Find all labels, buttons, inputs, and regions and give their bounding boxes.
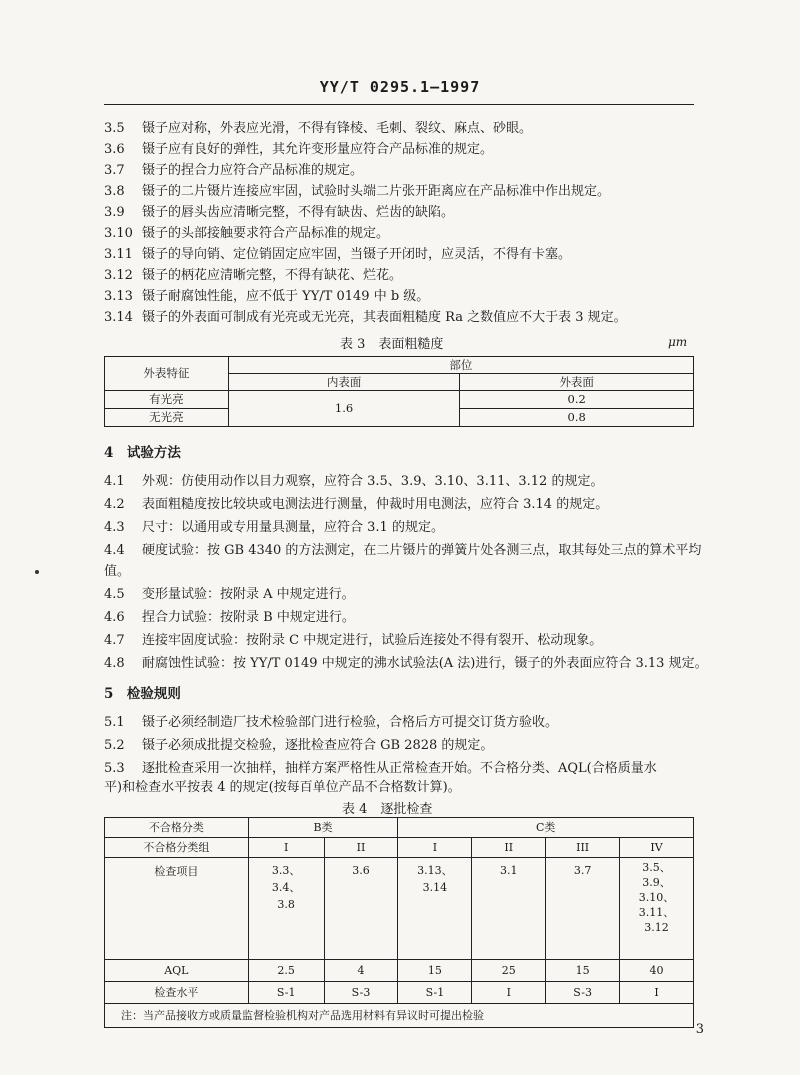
clause-number: 3.7	[104, 163, 125, 178]
table4-aql-cell: 40	[620, 960, 694, 982]
table4-group-cell: II	[472, 838, 546, 858]
clause-3-7	[104, 162, 363, 180]
table4-label-group: 不合格分类组	[105, 838, 249, 858]
table3-head-outer: 外表面	[460, 374, 694, 391]
clause-text: 表面粗糙度按比较块或电测法进行测量，仲裁时用电测法，应符合 3.14 的规定。	[142, 497, 609, 512]
table4-items-cell	[398, 858, 472, 960]
clause-text: 平)和检查水平按表 4 的规定(按每百单位产品不合格数计算)。	[104, 780, 461, 795]
clause-number: 4.8	[104, 656, 125, 671]
table4-item: 3.14	[422, 881, 448, 894]
clause-4-4	[104, 542, 701, 560]
table4-class-c: C类	[398, 818, 694, 838]
table3-outer-value: 0.2	[460, 391, 694, 409]
clause-number: 4.1	[104, 474, 125, 489]
table4-caption: 表 4 逐批检查	[342, 802, 433, 817]
table3-head-inner: 内表面	[228, 374, 460, 391]
table4-item: 3.6	[352, 864, 370, 877]
clause-number: 4.3	[104, 520, 125, 535]
clause-text: 镊子应有良好的弹性，其允许变形量应符合产品标准的规定。	[142, 142, 494, 157]
table4-items-cell	[472, 858, 546, 960]
clause-number: 5.1	[104, 715, 125, 730]
table4-level-cell: S-3	[324, 982, 398, 1004]
table4-aql-cell: 2.5	[248, 960, 324, 982]
table3-unit: μm	[668, 335, 688, 349]
table4-group-cell: III	[546, 838, 620, 858]
clause-number: 3.9	[104, 205, 125, 220]
clause-4-3	[104, 519, 444, 537]
clause-number: 4.2	[104, 497, 125, 512]
table4-item: 3.10、	[638, 891, 675, 904]
table4-aql-cell: 15	[398, 960, 472, 982]
table4-item: 3.8	[277, 898, 295, 911]
table4-item: 3.1	[500, 864, 518, 877]
clause-text: 捏合力试验：按附录 B 中规定进行。	[142, 610, 355, 625]
table4-items-cell	[324, 858, 398, 960]
clause-text: 镊子耐腐蚀性能，应不低于 YY/T 0149 中 b 级。	[142, 289, 430, 304]
table3-roughness	[104, 356, 694, 427]
table4-label-level: 检查水平	[105, 982, 249, 1004]
page-number: 3	[695, 1022, 704, 1037]
clause-number: 3.10	[104, 226, 133, 241]
clause-5-2	[104, 737, 493, 755]
clause-text: 镊子必须成批提交检验，逐批检查应符合 GB 2828 的规定。	[142, 738, 494, 753]
standard-header: YY/T 0295.1—1997	[319, 78, 481, 96]
clause-3-9	[104, 204, 454, 222]
table4-group-cell: II	[324, 838, 398, 858]
clause-text: 镊子的柄花应清晰完整，不得有缺花、烂花。	[142, 268, 403, 283]
clause-text: 镊子应对称，外表应光滑，不得有锋棱、毛刺、裂纹、麻点、砂眼。	[142, 121, 533, 136]
table4-item: 3.3、	[271, 864, 301, 877]
table4-level-cell: S-3	[546, 982, 620, 1004]
clause-number: 4.7	[104, 633, 125, 648]
clause-text: 镊子的导向销、定位销固定应牢固，当镊子开闭时，应灵活，不得有卡塞。	[142, 247, 572, 262]
table3-inner-value: 1.6	[228, 391, 460, 427]
clause-4-5	[104, 586, 355, 604]
clause-text: 变形量试验：按附录 A 中规定进行。	[142, 587, 355, 602]
clause-4-1	[104, 473, 603, 491]
table4-item: 3.7	[573, 864, 592, 877]
section-5-title: 5 检验规则	[104, 686, 181, 702]
table4-item: 3.5、	[642, 861, 671, 874]
clause-4-7	[104, 632, 602, 650]
table4-label-aql: AQL	[105, 960, 249, 982]
clause-text: 镊子的头部接触要求符合产品标准的规定。	[142, 226, 390, 241]
table4-items-cell	[620, 858, 694, 960]
table4-level-cell: I	[472, 982, 546, 1004]
clause-5-3	[104, 760, 657, 778]
clause-number: 3.14	[104, 310, 133, 325]
clause-text: 尺寸：以通用或专用量具测量，应符合 3.1 的规定。	[142, 520, 444, 535]
clause-4-6	[104, 609, 355, 627]
table3-head-feature: 外表特征	[105, 357, 229, 391]
clause-number: 3.11	[104, 247, 133, 262]
clause-5-1	[104, 714, 558, 732]
table3-feature-cell: 有光亮	[105, 391, 229, 409]
clause-text: 镊子的二片镊片连接应牢固，试验时头端二片张开距离应在产品标准中作出规定。	[142, 184, 611, 199]
clause-3-8	[104, 183, 610, 201]
clause-3-5	[104, 120, 532, 138]
clause-number: 3.12	[104, 268, 133, 283]
clause-4-4-cont	[104, 563, 130, 581]
clause-text: 镊子必须经制造厂技术检验部门进行检验，合格后方可提交订货方验收。	[142, 715, 559, 730]
clause-text: 镊子的捏合力应符合产品标准的规定。	[142, 163, 364, 178]
clause-3-10	[104, 225, 389, 243]
clause-3-12	[104, 267, 402, 285]
scan-speck	[35, 570, 39, 574]
table4-item: 3.4、	[271, 881, 301, 894]
table4-class-b: B类	[248, 818, 398, 838]
table3-head-part: 部位	[228, 357, 693, 374]
clause-text: 外观：仿使用动作以目力观察，应符合 3.5、3.9、3.10、3.11、3.12 的规定。	[142, 474, 604, 489]
clause-number: 4.6	[104, 610, 125, 625]
clause-text: 值。	[104, 564, 131, 579]
clause-number: 3.6	[104, 142, 125, 157]
clause-number: 3.8	[104, 184, 125, 199]
table4-item: 3.13、	[417, 864, 453, 877]
clause-text: 镊子的唇头齿应清晰完整，不得有缺齿、烂齿的缺陷。	[142, 205, 455, 220]
table4-aql-cell: 25	[472, 960, 546, 982]
section-4-title: 4 试验方法	[104, 445, 181, 461]
clause-number: 4.5	[104, 587, 125, 602]
clause-number: 3.13	[104, 289, 133, 304]
clause-number: 5.3	[104, 761, 125, 776]
clause-3-11	[104, 246, 571, 264]
clause-3-13	[104, 288, 429, 306]
clause-3-14	[104, 309, 627, 327]
clause-number: 4.4	[104, 543, 125, 558]
table4-item: 3.11、	[638, 906, 675, 919]
table4-level-cell: I	[620, 982, 694, 1004]
table4-aql-cell: 4	[324, 960, 398, 982]
clause-number: 3.5	[104, 121, 125, 136]
table4-label-class: 不合格分类	[105, 818, 249, 838]
clause-text: 耐腐蚀性试验：按 YY/T 0149 中规定的沸水试验法(A 法)进行，镊子的外表面应符合 3.13 规定。	[142, 656, 708, 671]
table4-group-cell: I	[248, 838, 324, 858]
clause-text: 连接牢固度试验：按附录 C 中规定进行，试验后连接处不得有裂开、松动现象。	[142, 633, 603, 648]
clause-text: 镊子的外表面可制成有光亮或无光亮，其表面粗糙度 Ra 之数值应不大于表 3 规定。	[142, 310, 627, 325]
clause-5-3-cont	[104, 779, 461, 797]
table4-batch-inspection	[104, 817, 694, 1028]
clause-4-2	[104, 496, 608, 514]
table4-level-cell: S-1	[248, 982, 324, 1004]
clause-text: 逐批检查采用一次抽样，抽样方案严格性从正常检查开始。不合格分类、AQL(合格质量水	[142, 761, 657, 776]
table4-group-cell: I	[398, 838, 472, 858]
table4-level-cell: S-1	[398, 982, 472, 1004]
table4-items-cell	[248, 858, 324, 960]
clause-number: 5.2	[104, 738, 125, 753]
table4-aql-cell: 15	[546, 960, 620, 982]
clause-3-6	[104, 141, 493, 159]
table4-item: 3.9、	[642, 876, 671, 889]
table3-feature-cell: 无光亮	[105, 409, 229, 427]
table4-note: 注：当产品接收方或质量监督检验机构对产品选用材料有异议时可提出检验	[105, 1004, 694, 1028]
table4-item: 3.12	[644, 921, 669, 934]
clause-4-8	[104, 655, 708, 673]
table4-group-cell: IV	[620, 838, 694, 858]
table4-items-cell	[546, 858, 620, 960]
clause-text: 硬度试验：按 GB 4340 的方法测定，在二片镊片的弹簧片处各测三点，取其每处三点的算术平均	[142, 543, 702, 558]
table4-label-items: 检查项目	[105, 858, 249, 960]
table3-outer-value: 0.8	[460, 409, 694, 427]
table3-caption: 表 3 表面粗糙度	[340, 337, 444, 352]
header-rule	[104, 104, 694, 105]
